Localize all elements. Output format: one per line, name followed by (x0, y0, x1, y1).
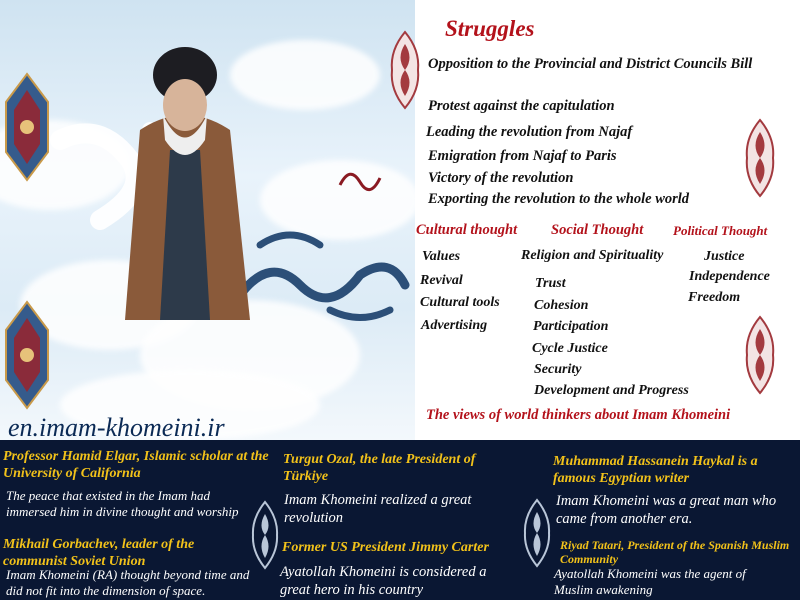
cultural-thought-heading: Cultural thought (416, 222, 518, 238)
ornament-tile-icon (4, 300, 50, 410)
thinker-name: Mikhail Gorbachev, leader of the communist Soviet Union (3, 537, 195, 569)
struggles-heading: Struggles (445, 16, 535, 41)
cultural-item: Advertising (421, 318, 488, 333)
thinker-name: Turgut Ozal, the late President of Türkiye (283, 452, 476, 484)
website-url[interactable]: en.imam-khomeini.ir (8, 413, 225, 440)
thinker-name: Professor Hamid Elgar, Islamic scholar at the University of California (3, 449, 269, 481)
thinker-quote: Imam Khomeini was a great man who came from another era. (556, 493, 777, 527)
social-item: Religion and Spirituality (521, 248, 664, 263)
political-item: Freedom (688, 290, 741, 305)
social-item: Security (534, 362, 582, 377)
struggle-item: Victory of the revolution (428, 170, 574, 186)
cultural-item: Cultural tools (420, 295, 500, 310)
thinker-name: Former US President Jimmy Carter (282, 540, 489, 555)
portrait-artwork (0, 0, 415, 440)
struggle-item: Exporting the revolution to the whole world (428, 191, 690, 207)
social-item: Development and Progress (534, 383, 689, 398)
thinker-quote: The peace that existed in the Imam had immersed him in divine thought and worship (6, 488, 239, 519)
cultural-item: Values (422, 249, 461, 264)
thinker-quote: Imam Khomeini realized a great revolution (284, 492, 472, 526)
struggle-item: Leading the revolution from Najaf (426, 124, 633, 140)
struggle-item: Opposition to the Provincial and District Councils Bill (428, 56, 753, 72)
political-item: Independence (689, 269, 770, 284)
views-heading: The views of world thinkers about Imam Khomeini (426, 407, 731, 423)
thinker-name: Riyad Tatari, President of the Spanish Muslim Community (560, 538, 790, 566)
social-item: Participation (533, 319, 609, 334)
thinker-quote: Ayatollah Khomeini is considered a great hero in his country (280, 564, 487, 598)
thinker-quote: Imam Khomeini (RA) thought beyond time and did not fit into the dimension of space. (6, 567, 250, 598)
arabesque-ornament-icon (743, 315, 777, 395)
figure-portrait-icon (100, 20, 270, 320)
political-item: Justice (704, 249, 745, 264)
social-item: Trust (535, 276, 566, 291)
thinker-name: Muhammad Hassanein Haykal is a famous Egyptian writer (553, 454, 758, 486)
social-item: Cycle Justice (532, 341, 608, 356)
arabesque-ornament-icon (388, 30, 422, 110)
arabesque-ornament-icon (743, 118, 777, 198)
struggle-item: Protest against the capitulation (428, 98, 615, 114)
signature-logo-icon (335, 160, 385, 200)
social-item: Cohesion (534, 298, 589, 313)
cultural-item: Revival (420, 273, 463, 288)
arabesque-ornament-icon (522, 498, 552, 568)
thinker-quote: Ayatollah Khomeini was the agent of Muslim awakening (554, 566, 746, 597)
social-thought-heading: Social Thought (551, 222, 644, 238)
political-thought-heading: Political Thought (673, 223, 768, 238)
struggle-item: Emigration from Najaf to Paris (428, 148, 617, 164)
